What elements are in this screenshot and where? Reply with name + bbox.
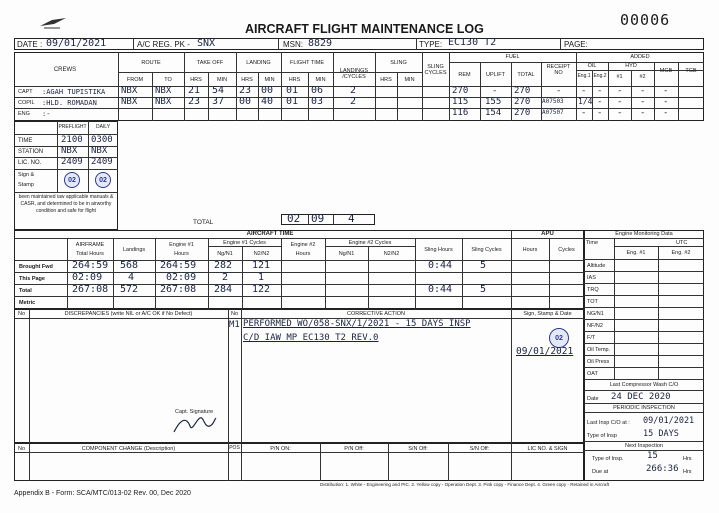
date-value: 09/01/2021 [46, 38, 107, 49]
corr-no-header: No [230, 311, 239, 317]
crew-name: :- [42, 110, 51, 118]
component-change-header: COMPONENT CHANGE (Description) [81, 446, 176, 452]
next-type-value: 15 [647, 451, 658, 461]
daily-time: 0300 [91, 135, 113, 145]
fuel-receipt: - [556, 86, 562, 96]
brought-fwd-label: Brought Fwd [19, 264, 53, 270]
lic-sign-header: LIC NO. & SIGN [527, 446, 568, 452]
flight-total-label: TOTAL [193, 219, 214, 226]
reg-value: SNX [197, 38, 216, 49]
periodic-inspection-label: PERIODIC INSPECTION [613, 405, 675, 411]
date-label: DATE : [17, 40, 43, 49]
preflight-station: NBX [61, 146, 78, 156]
route-to: NBX [155, 97, 172, 107]
form-footer: Appendix B - Form: SCA/MTC/013-02 Rev. 00, Dec 2020 [14, 490, 191, 497]
param-oil-press: Oil Press [587, 359, 610, 365]
type-insp-label: Type of Insp [587, 433, 617, 439]
fuel-uplift: 155 [485, 97, 502, 107]
from-header: FROM [126, 77, 144, 83]
utc-header: UTC [676, 240, 688, 246]
tot-sling-hours: 0:44 [428, 284, 453, 295]
route-from: NBX [121, 86, 138, 96]
captain-signature [170, 412, 220, 438]
em-eng2-header: Eng. #2 [671, 250, 691, 256]
landing-hrs-header: HRS [241, 77, 253, 83]
fuel-receipt: A07507 [542, 109, 564, 116]
next-type-label: Type of Insp. [592, 456, 624, 462]
fuel-rem: 116 [452, 108, 469, 118]
airworthy-statement: been maintained iaw applicable manuals & CASR, and determined to be in airworthy condition and safe for flight [18, 194, 114, 214]
sign-stamp-date-header: Sign, Stamp & Date [523, 311, 572, 317]
hyd-2: - [640, 86, 646, 96]
oil-eng2: - [597, 108, 603, 118]
ft-min-header: MIN [315, 77, 326, 83]
bf-airframe: 264:59 [72, 260, 109, 271]
wash-date-label: Date [587, 396, 599, 402]
corrective-entry-no: M1 [229, 320, 240, 330]
tgb-header: TGB [685, 68, 697, 74]
aircraft-time-title: AIRCRAFT TIME [246, 231, 294, 237]
landings-header: LANDINGS /CYCLES [339, 68, 369, 81]
landing-min: 00 [261, 85, 274, 96]
pn-off-header: P/N Off: [344, 446, 364, 452]
crew-name: :AGAH TUPISTIKA [42, 88, 106, 96]
param-nf: NF/N2 [587, 323, 603, 329]
msn-value: 8829 [308, 38, 333, 49]
total-at-label: Total [19, 288, 32, 294]
due-at-unit: Hrs [683, 469, 692, 475]
param-oat: OAT [587, 371, 598, 377]
hyd-2-header: #2 [639, 74, 646, 80]
total-landings: 4 [348, 212, 355, 225]
param-altitude: Altitude [587, 263, 606, 269]
sling-min-header: MIN [404, 77, 415, 83]
tp-e1-n2: 1 [258, 272, 265, 283]
tp-landings: 4 [128, 272, 135, 283]
tot-e1-hours: 267:08 [160, 284, 197, 295]
msn-label: MSN: [283, 40, 303, 49]
time-label: TIME [18, 138, 33, 144]
sling-header: SLING [390, 60, 407, 66]
header-row [14, 38, 704, 50]
flight-min: 03 [311, 96, 324, 107]
rem-header: REM [458, 72, 471, 78]
hyd-1: - [617, 86, 623, 96]
wash-date-value: 24 DEC 2020 [611, 392, 671, 402]
takeoff-min: 37 [212, 96, 225, 107]
landing-header: LANDING [246, 60, 271, 66]
pos-header: POS [229, 445, 240, 451]
route-header: ROUTE [141, 60, 161, 66]
due-at-value: 266:36 [646, 464, 679, 474]
total-min: 09 [311, 212, 325, 225]
preflight-header: PREFLIGHT [58, 124, 87, 130]
type-insp-value: 15 DAYS [643, 429, 679, 439]
hyd-2: - [640, 108, 646, 118]
tot-e1-n2: 122 [252, 284, 271, 295]
fuel-uplift: - [492, 86, 498, 96]
route-to: NBX [155, 86, 172, 96]
tp-e1-hours: 02:09 [166, 272, 197, 283]
daily-header: DAILY [95, 124, 111, 130]
daily-stamp: 02 [95, 172, 111, 188]
company-logo [38, 16, 68, 32]
sling-hours-header: Sling Hours [424, 247, 453, 253]
next-type-unit: Hrs [683, 456, 692, 462]
tot-airframe: 267:08 [72, 284, 109, 295]
mgb-value: - [663, 86, 669, 96]
crew-role: CAPT [18, 89, 33, 95]
e1-n2-header: N2/N2 [253, 251, 270, 257]
due-at-label: Due at [592, 469, 609, 475]
hyd-header: HYD [625, 63, 637, 69]
hyd-1: - [617, 97, 623, 107]
crew-role: ENG [18, 111, 30, 117]
page-label: PAGE: [564, 40, 588, 49]
daily-lic: 2409 [91, 157, 113, 167]
flight-min: 06 [311, 85, 324, 96]
distribution-note: Distribution: 1. White - Engineering and PIC. 2. Yellow copy - Operation Dept. 3. Pink copy - Finance Dept. 4. Green copy - Retained in Aircraft [320, 482, 610, 487]
crew-name: :HLD. ROMADAN [42, 99, 97, 107]
param-ng: NG/N1 [587, 311, 604, 317]
fuel-rem: 270 [452, 86, 469, 96]
bf-sling-hours: 0:44 [428, 260, 453, 271]
em-eng1-header: Eng. #1 [626, 250, 646, 256]
receipt-header: RECEIPT NO [546, 64, 571, 77]
uplift-header: UPLIFT [486, 72, 505, 78]
mgb-header: MGB [659, 68, 673, 74]
engine1-hours-header: Hours [174, 251, 189, 257]
preflight-lic: 2409 [61, 157, 83, 167]
takeoff-hrs-header: HRS [190, 77, 202, 83]
flight-hrs: 01 [286, 85, 299, 96]
param-ias: IAS [587, 275, 596, 281]
form-title: AIRCRAFT FLIGHT MAINTENANCE LOG [245, 22, 484, 36]
fuel-total: 270 [514, 108, 531, 118]
apu-hours-header: Hours [522, 247, 538, 253]
daily-station: NBX [91, 146, 108, 156]
engine1-cycles-header: Engine #1 Cycles [223, 240, 266, 246]
metric-label: Metric [19, 300, 36, 306]
corrective-line-2: C/D IAW MP EC130 T2 REV.0 [243, 333, 379, 343]
engine-monitoring-title: Engine Monitoring Data [615, 231, 673, 237]
fuel-rem: 115 [452, 97, 469, 107]
last-insp-label: Last Insp C/O at : [587, 420, 630, 426]
takeoff-header: TAKE OFF [196, 60, 224, 66]
airframe-hours-header: Total Hours [76, 251, 104, 257]
sn-off-header: S/N Off: [408, 446, 428, 452]
landing-min: 40 [261, 96, 274, 107]
pn-on-header: P/N ON: [270, 446, 291, 452]
landing-min-header: MIN [264, 77, 275, 83]
param-trq: TRQ [587, 287, 599, 293]
corrective-date: 09/01/2021 [516, 346, 574, 357]
reg-label: A/C REG. PK - [137, 40, 190, 49]
param-tot: TOT [587, 299, 598, 305]
discrepancy-header: DISCREPANCIES (write NIL or A/C OK if No Defect) [64, 311, 193, 317]
corrective-header: CORRECTIVE ACTION [346, 311, 406, 317]
sling-cycles-at-header: Sling Cycles [471, 247, 502, 253]
hyd-1-header: #1 [616, 74, 623, 80]
takeoff-hrs: 23 [188, 96, 201, 107]
capt-signature-label: Capt. Signature [175, 409, 214, 415]
apu-cycles-header: Cycles [558, 247, 575, 253]
oil-eng1-header: Eng.1 [577, 73, 591, 79]
total-hrs: 02 [287, 212, 301, 225]
fuel-uplift: 154 [485, 108, 502, 118]
tot-sling-cycles: 5 [480, 284, 487, 295]
fuel-header: FUEL [505, 54, 520, 60]
disc-no-header: No [17, 311, 26, 317]
bf-sling-cycles: 5 [480, 260, 487, 271]
tp-airframe: 02:09 [72, 272, 103, 283]
mgb-value: - [663, 108, 669, 118]
takeoff-hrs: 21 [188, 85, 201, 96]
fuel-total-header: TOTAL [517, 72, 535, 78]
sign-label: Sign & [18, 172, 35, 178]
stamp-label: Stamp [18, 182, 34, 188]
crews-header: CREWS [53, 67, 77, 73]
landing-hrs: 00 [239, 96, 252, 107]
e2-n2-header: N2/N2 [383, 251, 400, 257]
tp-e1-ng: 2 [222, 272, 229, 283]
sling-cycles-header: SLING CYCLES [424, 64, 447, 77]
preflight-time: 2100 [61, 135, 83, 145]
type-value: EC130 T2 [448, 37, 497, 48]
corrective-stamp: 02 [549, 328, 569, 348]
oil-eng2: - [597, 86, 603, 96]
takeoff-min-header: MIN [216, 77, 228, 83]
apu-title: APU [541, 231, 554, 237]
sn-off-2-header: S/N Off: [469, 446, 490, 452]
last-comp-wash-label: Last Compressor Wash C/O [609, 382, 679, 388]
hyd-1: - [617, 108, 623, 118]
oil-eng1: - [581, 108, 587, 118]
fuel-total: 270 [514, 86, 531, 96]
crew-role: COPIL [18, 100, 35, 106]
fuel-total: 270 [514, 97, 531, 107]
flight-hrs: 01 [286, 96, 299, 107]
tot-landings: 572 [120, 284, 139, 295]
engine1-header: Engine #1 [169, 242, 194, 248]
bf-landings: 568 [120, 260, 139, 271]
engine2-header: Engine #2 [290, 242, 316, 248]
last-insp-value: 09/01/2021 [643, 416, 695, 426]
landings-count: 2 [350, 96, 357, 107]
preflight-stamp: 02 [64, 172, 80, 188]
bf-e1-ng: 282 [214, 260, 233, 271]
flight-time-header: FLIGHT TIME [289, 60, 325, 66]
engine2-hours-header: Hours [295, 251, 311, 257]
param-ft: F/T [587, 335, 596, 341]
next-inspection-label: Next Inspection [625, 443, 663, 449]
oil-eng1: - [581, 86, 587, 96]
bf-e1-n2: 121 [252, 260, 271, 271]
discrepancy-section [14, 309, 584, 443]
type-label: TYPE: [419, 40, 443, 49]
form-serial: 00006 [620, 11, 671, 29]
corrective-line-1: PERFORMED WO/058-SNX/1/2021 - 15 DAYS INSP [243, 319, 471, 329]
added-header: ADDED [630, 54, 650, 60]
landings-at-header: Landings [122, 247, 146, 253]
tot-e1-ng: 284 [214, 284, 233, 295]
time-header: Time [586, 240, 599, 246]
engine2-cycles-header: Engine #2 Cycles [348, 240, 392, 246]
oil-eng1: 1/4 [578, 97, 593, 106]
takeoff-min: 54 [212, 85, 225, 96]
landing-hrs: 23 [239, 85, 252, 96]
sling-hrs-header: HRS [380, 77, 392, 83]
e2-ng-header: Ng/N1 [338, 251, 355, 257]
route-from: NBX [121, 97, 138, 107]
landings-count: 2 [350, 85, 357, 96]
oil-eng2-header: Eng.2 [593, 73, 607, 79]
station-label: STATION [18, 149, 44, 155]
oil-eng2: - [597, 97, 603, 107]
bf-e1-hours: 264:59 [160, 260, 197, 271]
param-oil-temp: Oil Temp. [587, 347, 611, 353]
oil-header: OIL [587, 63, 597, 69]
lic-label: LIC. NO. [18, 160, 42, 166]
e1-ng-header: Ng/N1 [217, 251, 233, 257]
hyd-2: - [640, 97, 646, 107]
ft-hrs-header: HRS [288, 77, 301, 83]
airframe-header: AIRFRAME [75, 242, 105, 248]
comp-no-header: No [17, 446, 26, 452]
this-page-label: This Page [19, 276, 45, 282]
fuel-receipt: A07503 [542, 98, 564, 105]
mgb-value: - [663, 97, 669, 107]
to-header: TO [164, 77, 172, 83]
